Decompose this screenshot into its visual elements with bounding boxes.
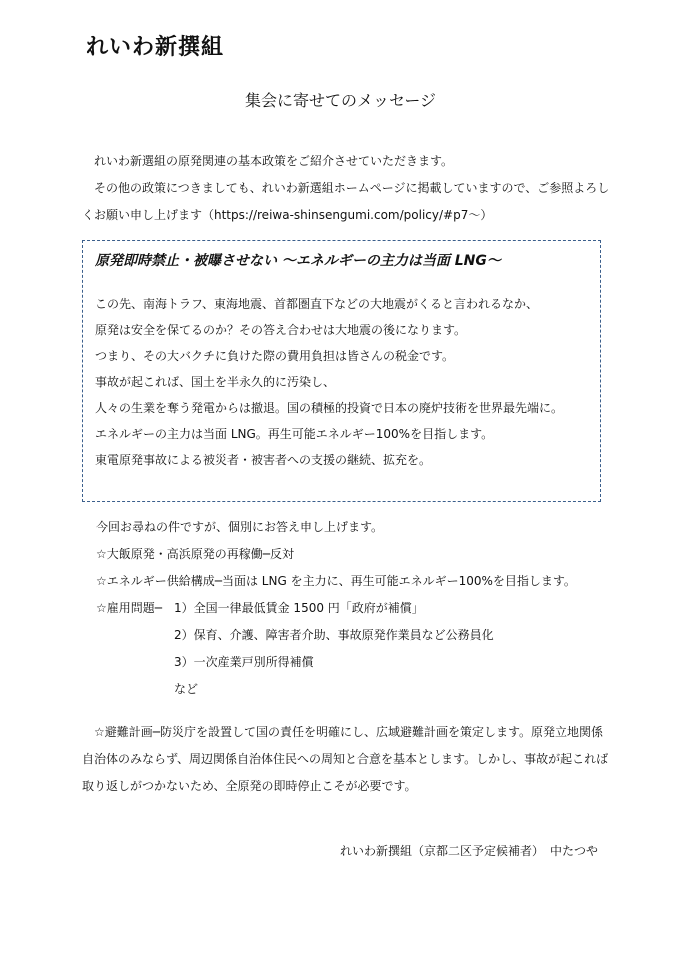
policy-lines [95, 291, 563, 473]
answer-subitem-3: 3）一次産業戸別所得補償 [174, 655, 314, 669]
policy-line: 事故が起これば、国土を半永久的に汚染し、 [95, 375, 336, 389]
signature: れいわ新撰組（京都二区予定候補者） 中たつや [340, 844, 599, 858]
policy-line: 人々の生業を奪う発電からは撤退。国の積極的投資で日本の廃炉技術を世界最先端に。 [95, 401, 564, 415]
organization-title: れいわ新撰組 [86, 35, 225, 60]
answer-subitem-2: 2）保育、介護、障害者介助、事故原発作業員など公務員化 [174, 628, 494, 642]
answer-item-energy: ☆エネルギー供給構成─当面は LNG を主力に、再生可能エネルギー100%を目指します。 [96, 574, 576, 588]
policy-heading: 原発即時禁止・被曝させない ～エネルギーの主力は当面 LNG～ [95, 253, 501, 269]
evacuation-paragraph: ☆避難計画─防災庁を設置して国の責任を明確にし、広域避難計画を策定します。原発立地関係自治体のみならず、周辺関係自治体住民への周知と合意を基本とします。しかし、事故が起これば取り返しがつかないため、全原発の即時停止こそが必要です。 [82, 725, 609, 793]
answers-section [96, 514, 576, 703]
document-subtitle: 集会に寄せてのメッセージ [244, 91, 437, 110]
answer-item-restart: ☆大飯原発・高浜原発の再稼働─反対 [96, 547, 294, 561]
policy-line: つまり、その大バクチに負けた際の費用負担は皆さんの税金です。 [95, 349, 455, 363]
policy-line: この先、南海トラフ、東海地震、首都圏直下などの大地震がくると言われるなか、 [95, 297, 539, 311]
policy-line: 原発は安全を保てるのか？その答え合わせは大地震の後になります。 [95, 323, 467, 337]
policy-line: エネルギーの主力は当面 LNG。再生可能エネルギー100%を目指します。 [95, 427, 494, 441]
intro-section [82, 148, 612, 229]
intro-paragraph-2: その他の政策につきましても、れいわ新選組ホームページに掲載していますので、ご参照よろしくお願い申し上げます（https://reiwa-shinsengumi.com/policy/#p7〜） [82, 181, 610, 222]
policy-box [82, 240, 601, 502]
evacuation-section [82, 719, 610, 800]
answers-intro: 今回お尋ねの件ですが、個別にお答え申し上げます。 [96, 520, 384, 534]
policy-line: 東電原発事故による被災者・被害者への支援の継続、拡充を。 [95, 453, 432, 467]
answer-subitem-etc: など [174, 682, 199, 696]
answer-item-employment: ☆雇用問題─ 1）全国一律最低賃金 1500 円「政府が補償」 [96, 601, 424, 615]
intro-paragraph-1: れいわ新選組の原発関連の基本政策をご紹介させていただきます。 [94, 154, 454, 168]
